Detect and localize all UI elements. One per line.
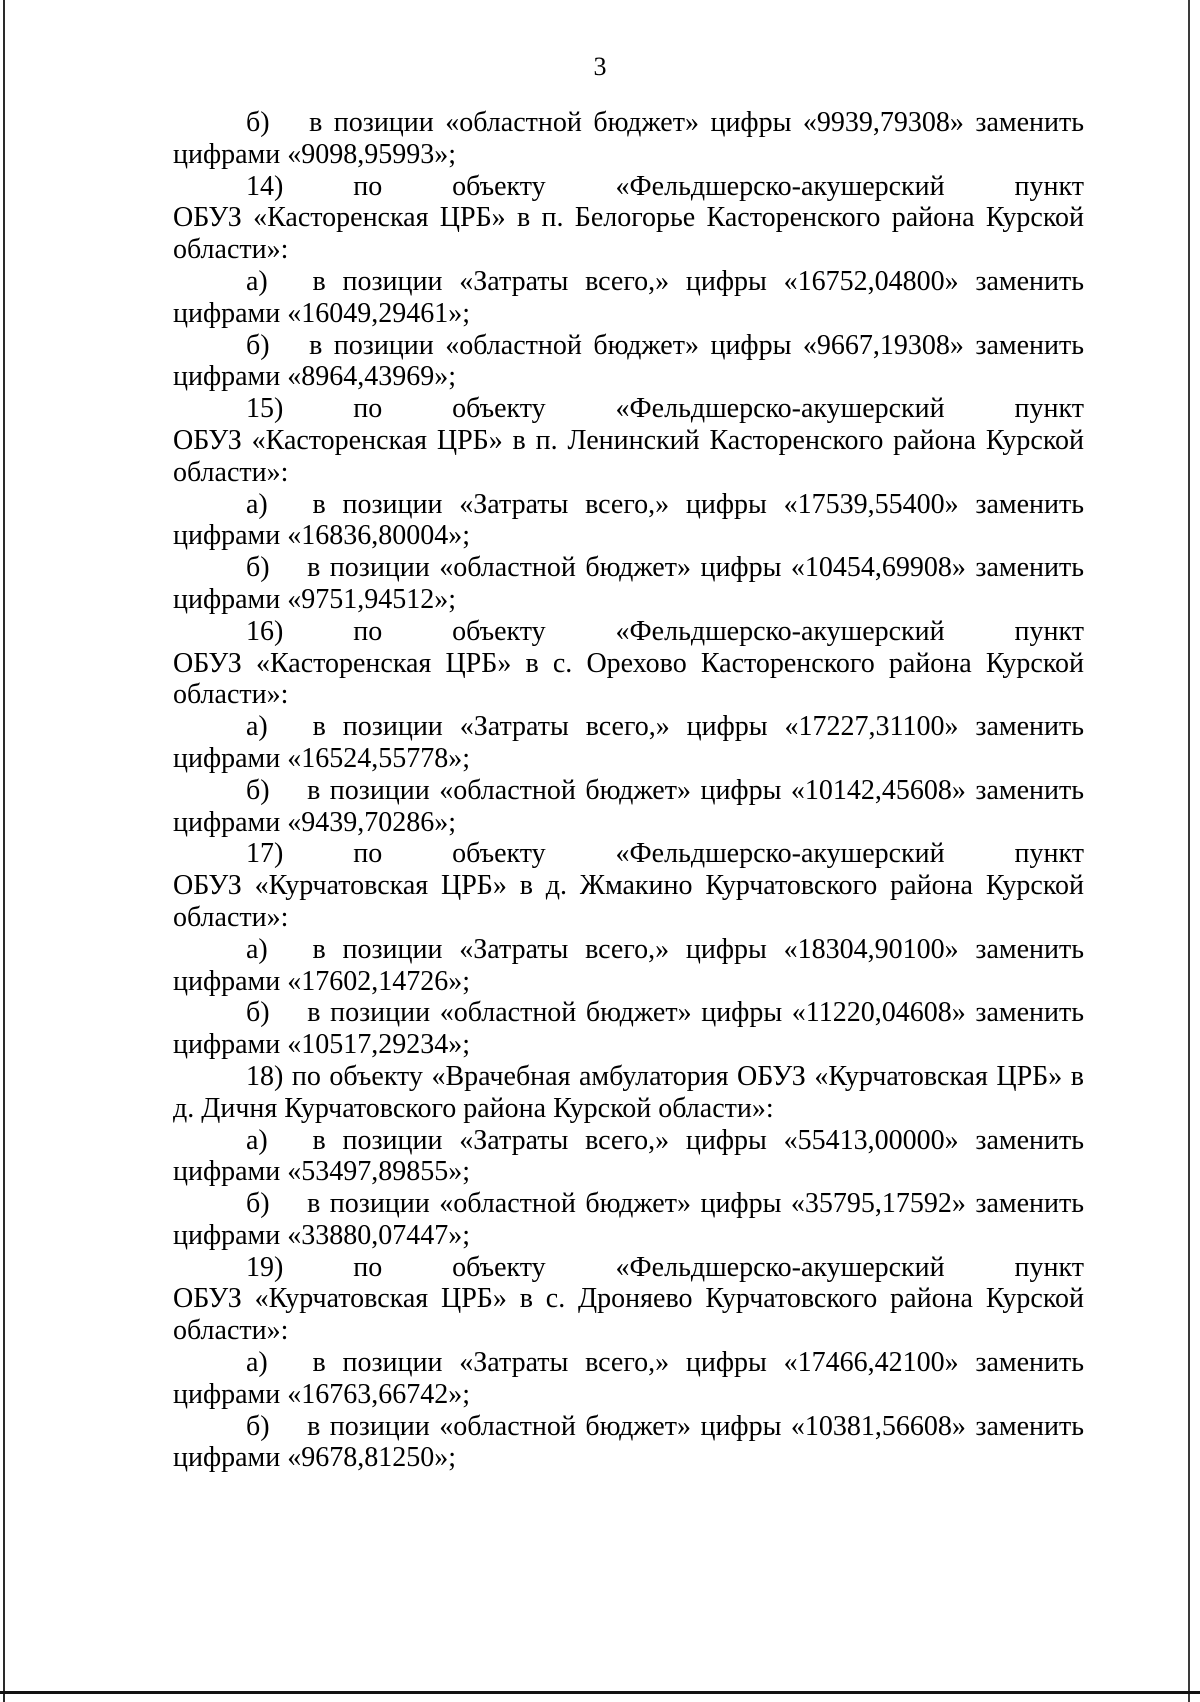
list-item-heading xyxy=(173,393,1084,425)
heading-word: пункт xyxy=(1014,615,1084,647)
paragraph: б) в позиции «областной бюджет» цифры «35795,17592» заменить цифрами «33880,07447»; xyxy=(173,1188,1084,1251)
scan-border-right xyxy=(1188,0,1190,1702)
heading-word: «Фельдшерско-акушерский xyxy=(615,838,945,870)
heading-word: 16) xyxy=(246,615,284,647)
list-item-heading xyxy=(173,616,1084,648)
heading-word: по xyxy=(353,393,383,425)
heading-word: пункт xyxy=(1014,838,1084,870)
document-body xyxy=(173,107,1084,1474)
heading-word: 15) xyxy=(246,393,284,425)
list-item-heading xyxy=(173,171,1084,203)
paragraph: а) в позиции «Затраты всего,» цифры «55413,00000» заменить цифрами «53497,89855»; xyxy=(173,1124,1084,1188)
heading-word: по xyxy=(353,170,383,202)
paragraph: а) в позиции «Затраты всего,» цифры «16752,04800» заменить цифрами «16049,29461»; xyxy=(173,265,1084,329)
list-item xyxy=(173,171,1084,266)
paragraph: 18) по объекту «Врачебная амбулатория ОБУЗ «Курчатовская ЦРБ» в д. Дичня Курчатовского района Курской области»: xyxy=(173,1060,1084,1124)
scan-border-bottom xyxy=(0,1691,1200,1694)
heading-word: объекту xyxy=(452,838,546,870)
list-item-text: ОБУЗ «Касторенская ЦРБ» в с. Орехово Касторенского района Курской области»: xyxy=(173,647,1084,711)
paragraph: б) в позиции «областной бюджет» цифры «11220,04608» заменить цифрами «10517,29234»; xyxy=(173,997,1084,1061)
list-item xyxy=(173,393,1084,488)
paragraph: б) в позиции «областной бюджет» цифры «9939,79308» заменить цифрами «9098,95993»; xyxy=(173,107,1084,170)
list-item xyxy=(173,1252,1084,1347)
heading-word: объекту xyxy=(452,393,546,425)
heading-word: пункт xyxy=(1014,170,1084,202)
paragraph: а) в позиции «Затраты всего,» цифры «18304,90100» заменить цифрами «17602,14726»; xyxy=(173,933,1084,997)
heading-word: пункт xyxy=(1014,1251,1084,1283)
list-item-text: ОБУЗ «Курчатовская ЦРБ» в с. Дроняево Курчатовского района Курской области»: xyxy=(173,1283,1084,1347)
paragraph: б) в позиции «областной бюджет» цифры «10142,45608» заменить цифрами «9439,70286»; xyxy=(173,774,1084,838)
heading-word: «Фельдшерско-акушерский xyxy=(615,393,945,425)
paragraph: б) в позиции «областной бюджет» цифры «10381,56608» заменить цифрами «9678,81250»; xyxy=(173,1410,1084,1474)
list-item-heading xyxy=(173,1252,1084,1284)
heading-word: 19) xyxy=(246,1251,284,1283)
heading-word: 17) xyxy=(246,838,284,870)
list-item-text: ОБУЗ «Курчатовская ЦРБ» в д. Жмакино Курчатовского района Курской области»: xyxy=(173,870,1084,933)
heading-word: объекту xyxy=(452,615,546,647)
heading-word: по xyxy=(353,615,383,647)
heading-word: пункт xyxy=(1014,393,1084,425)
heading-word: объекту xyxy=(452,1251,546,1283)
list-item-heading xyxy=(173,838,1084,870)
heading-word: 14) xyxy=(246,170,284,202)
heading-word: «Фельдшерско-акушерский xyxy=(615,170,945,202)
heading-word: по xyxy=(353,838,383,870)
heading-word: «Фельдшерско-акушерский xyxy=(615,1251,945,1283)
list-item-text: ОБУЗ «Касторенская ЦРБ» в п. Белогорье Касторенского района Курской области»: xyxy=(173,202,1084,266)
paragraph: б) в позиции «областной бюджет» цифры «9667,19308» заменить цифрами «8964,43969»; xyxy=(173,329,1084,393)
paragraph: а) в позиции «Затраты всего,» цифры «17539,55400» заменить цифрами «16836,80004»; xyxy=(173,488,1084,552)
heading-word: объекту xyxy=(452,170,546,202)
list-item xyxy=(173,616,1084,711)
paragraph: а) в позиции «Затраты всего,» цифры «17227,31100» заменить цифрами «16524,55778»; xyxy=(173,711,1084,774)
paragraph: а) в позиции «Затраты всего,» цифры «17466,42100» заменить цифрами «16763,66742»; xyxy=(173,1347,1084,1410)
heading-word: «Фельдшерско-акушерский xyxy=(615,615,945,647)
list-item xyxy=(173,838,1084,933)
list-item-text: ОБУЗ «Касторенская ЦРБ» в п. Ленинский Касторенского района Курской области»: xyxy=(173,424,1084,488)
page-number: 3 xyxy=(593,52,607,81)
paragraph: б) в позиции «областной бюджет» цифры «10454,69908» заменить цифрами «9751,94512»; xyxy=(173,552,1084,615)
heading-word: по xyxy=(353,1251,383,1283)
scan-border-left xyxy=(3,0,5,1702)
